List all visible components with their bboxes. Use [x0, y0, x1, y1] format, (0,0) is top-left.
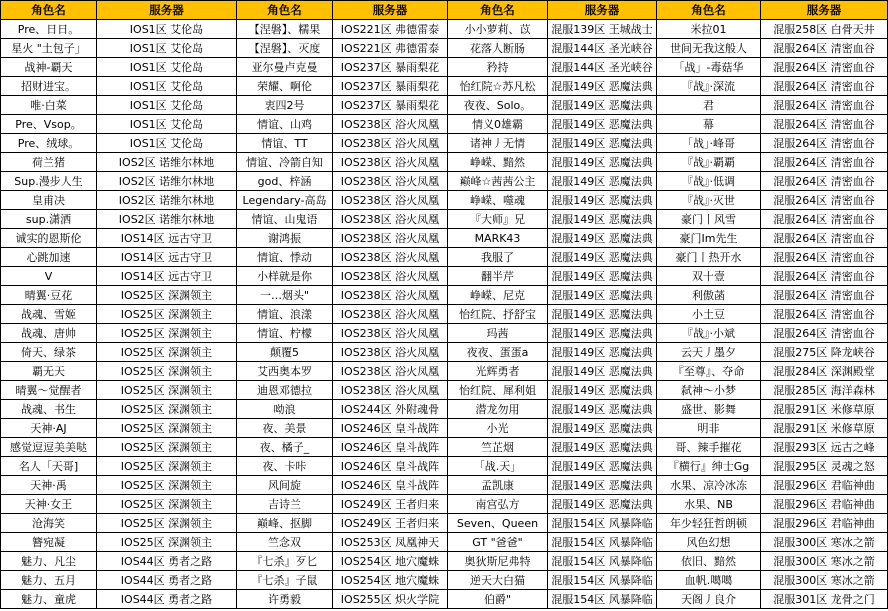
table-row — [1, 115, 888, 134]
character-name-cell: 【涅磐】、灭度 — [237, 39, 333, 58]
character-name-cell: 南宫弘方 — [448, 495, 548, 514]
server-cell: IOS246区 皇斗战阵 — [333, 419, 448, 438]
character-name-cell: 竺念双 — [237, 533, 333, 552]
header-character-name-2: 角色名 — [237, 1, 333, 20]
server-cell: 混服144区 圣光峡谷 — [548, 39, 657, 58]
character-name-cell: 魅力、童虎 — [1, 590, 97, 609]
character-name-cell: 夜、卡咔 — [237, 457, 333, 476]
server-cell: 混服258区 白骨天井 — [761, 20, 888, 39]
character-name-cell: 魅力、凡尘 — [1, 552, 97, 571]
server-cell: 混服149区 恶魔法典 — [548, 343, 657, 362]
server-cell: IOS25区 深渊领主 — [97, 514, 237, 533]
character-name-cell: 簪宛凝 — [1, 533, 97, 552]
table-row — [1, 191, 888, 210]
character-name-cell: 伯爵" — [448, 590, 548, 609]
server-cell: 混服300区 寒冰之箭 — [761, 571, 888, 590]
table-row — [1, 533, 888, 552]
character-name-cell: 『七杀』子鼠 — [237, 571, 333, 590]
character-name-cell: 豪门丨风雪 — [657, 210, 761, 229]
server-cell: IOS14区 远古守卫 — [97, 267, 237, 286]
character-name-cell: 情谊、柠檬 — [237, 324, 333, 343]
server-cell: 混服149区 恶魔法典 — [548, 324, 657, 343]
server-cell: 混服264区 清密血谷 — [761, 115, 888, 134]
server-cell: 混服293区 远古之峰 — [761, 438, 888, 457]
character-name-cell: 玛茜 — [448, 324, 548, 343]
table-row — [1, 305, 888, 324]
character-name-cell: 幕 — [657, 115, 761, 134]
server-cell: IOS1区 艾伦岛 — [97, 134, 237, 153]
server-cell: IOS44区 勇者之路 — [97, 552, 237, 571]
server-cell: IOS238区 浴火凤凰 — [333, 248, 448, 267]
character-name-cell: 『至尊』、夺命 — [657, 362, 761, 381]
server-cell: IOS2区 诺维尔林地 — [97, 191, 237, 210]
server-cell: 混服291区 米修草原 — [761, 400, 888, 419]
character-name-cell: 情谊、浪漾 — [237, 305, 333, 324]
character-name-cell: 逆天大白猫 — [448, 571, 548, 590]
server-cell: 混服264区 清密血谷 — [761, 267, 888, 286]
character-name-cell: 年少轻狂哲朗顿 — [657, 514, 761, 533]
character-name-cell: 峥嵘、噬魂 — [448, 191, 548, 210]
server-cell: IOS44区 勇者之路 — [97, 590, 237, 609]
character-name-cell: 荷兰猪 — [1, 153, 97, 172]
table-row — [1, 457, 888, 476]
server-cell: IOS25区 深渊领主 — [97, 476, 237, 495]
character-name-cell: 呦浪 — [237, 400, 333, 419]
header-row — [1, 1, 888, 20]
server-cell: 混服154区 风暴降临 — [548, 590, 657, 609]
server-cell: IOS25区 深渊领主 — [97, 533, 237, 552]
character-name-cell: 奥狄斯尼弗特 — [448, 552, 548, 571]
table-row — [1, 134, 888, 153]
table-body — [1, 20, 888, 609]
character-name-cell: 花落人断肠 — [448, 39, 548, 58]
character-name-cell: 情谊、山鸡 — [237, 115, 333, 134]
header-server-3: 服务器 — [333, 1, 448, 20]
character-name-cell: 『战』·灭世 — [657, 191, 761, 210]
character-name-cell: 『战』·深流 — [657, 77, 761, 96]
character-name-cell: 名人「天哥] — [1, 457, 97, 476]
table-row — [1, 552, 888, 571]
server-cell: IOS238区 浴火凤凰 — [333, 381, 448, 400]
server-cell: IOS238区 浴火凤凰 — [333, 229, 448, 248]
header-server-1: 服务器 — [97, 1, 237, 20]
server-cell: 混服275区 降龙峡谷 — [761, 343, 888, 362]
server-cell: IOS246区 皇斗战阵 — [333, 476, 448, 495]
server-cell: IOS238区 浴火凤凰 — [333, 343, 448, 362]
character-name-cell: 豪门丨热开水 — [657, 248, 761, 267]
server-cell: 混服149区 恶魔法典 — [548, 172, 657, 191]
server-cell: IOS238区 浴火凤凰 — [333, 115, 448, 134]
server-cell: IOS2区 诺维尔林地 — [97, 153, 237, 172]
character-name-cell: 战神-覇天 — [1, 58, 97, 77]
server-cell: IOS25区 深渊领主 — [97, 400, 237, 419]
character-name-cell: 小小萝莉、苡 — [448, 20, 548, 39]
character-name-cell: 艾西奥本罗 — [237, 362, 333, 381]
server-cell: 混服149区 恶魔法典 — [548, 400, 657, 419]
character-name-cell: Legendary-高岛 — [237, 191, 333, 210]
server-cell: 混服149区 恶魔法典 — [548, 191, 657, 210]
table-row — [1, 153, 888, 172]
table-row — [1, 267, 888, 286]
server-cell: 混服296区 君临神曲 — [761, 476, 888, 495]
character-name-cell: 晴翼·豆花 — [1, 286, 97, 305]
server-cell: 混服300区 寒冰之箭 — [761, 533, 888, 552]
character-name-cell: 夜夜、Solo。 — [448, 96, 548, 115]
server-cell: IOS14区 远古守卫 — [97, 229, 237, 248]
server-cell: IOS237区 暴雨梨花 — [333, 77, 448, 96]
character-name-cell: 『战』·覇覇 — [657, 153, 761, 172]
character-name-cell: 依旧、黯然 — [657, 552, 761, 571]
server-cell: IOS238区 浴火凤凰 — [333, 324, 448, 343]
table-row — [1, 96, 888, 115]
character-name-cell: 峥嵘、黯然 — [448, 153, 548, 172]
server-cell: IOS249区 王者归来 — [333, 495, 448, 514]
character-name-cell: 弑神～小梦 — [657, 381, 761, 400]
server-cell: IOS25区 深渊领主 — [97, 381, 237, 400]
character-name-cell: 战魂、雪姬 — [1, 305, 97, 324]
character-name-cell: 「战」·峰哥 — [657, 134, 761, 153]
table-row — [1, 58, 888, 77]
character-name-cell: 衷四2号 — [237, 96, 333, 115]
server-cell: IOS25区 深渊领主 — [97, 305, 237, 324]
server-cell: 混服149区 恶魔法典 — [548, 476, 657, 495]
table-row — [1, 438, 888, 457]
server-cell: IOS238区 浴火凤凰 — [333, 134, 448, 153]
server-cell: IOS249区 王者归来 — [333, 514, 448, 533]
table-row — [1, 362, 888, 381]
server-cell: IOS238区 浴火凤凰 — [333, 172, 448, 191]
server-cell: IOS25区 深渊领主 — [97, 324, 237, 343]
server-cell: 混服149区 恶魔法典 — [548, 362, 657, 381]
character-name-cell: 许勇毅 — [237, 590, 333, 609]
character-name-cell: 云天丿墨夕 — [657, 343, 761, 362]
server-cell: IOS221区 弗德雷泰 — [333, 20, 448, 39]
character-name-cell: 颠覆5 — [237, 343, 333, 362]
server-cell: IOS237区 暴雨梨花 — [333, 96, 448, 115]
table-row — [1, 495, 888, 514]
character-name-cell: V — [1, 267, 97, 286]
character-name-cell: 竺芷烟 — [448, 438, 548, 457]
table-row — [1, 419, 888, 438]
character-name-cell: 峥嵘、尼克 — [448, 286, 548, 305]
character-name-cell: 情谊、山鬼语 — [237, 210, 333, 229]
server-cell: 混服264区 清密血谷 — [761, 248, 888, 267]
character-name-cell: 一…烟头" — [237, 286, 333, 305]
character-name-cell: 招财进宝。 — [1, 77, 97, 96]
character-name-cell: 天阁丿良介 — [657, 590, 761, 609]
server-cell: 混服264区 清密血谷 — [761, 286, 888, 305]
server-cell: IOS14区 远古守卫 — [97, 248, 237, 267]
character-name-cell: 魅力、五月 — [1, 571, 97, 590]
character-name-cell: 我服了 — [448, 248, 548, 267]
server-cell: 混服301区 龙骨之门 — [761, 590, 888, 609]
character-name-cell: 情谊、冷箭自知 — [237, 153, 333, 172]
server-cell: 混服149区 恶魔法典 — [548, 153, 657, 172]
character-name-cell: 【涅磐】、糯果 — [237, 20, 333, 39]
server-cell: 混服154区 风暴降临 — [548, 552, 657, 571]
table-row — [1, 248, 888, 267]
server-cell: IOS1区 艾伦岛 — [97, 58, 237, 77]
character-name-cell: 星火 "土包子」 — [1, 39, 97, 58]
server-cell: 混服291区 米修草原 — [761, 419, 888, 438]
character-name-cell: Pre、Vsop。 — [1, 115, 97, 134]
character-name-cell: 潜龙勿用 — [448, 400, 548, 419]
server-cell: IOS221区 弗德雷泰 — [333, 39, 448, 58]
character-name-cell: 光辉勇者 — [448, 362, 548, 381]
character-name-cell: 『七杀』歹匕 — [237, 552, 333, 571]
character-name-cell: 唯·白菜 — [1, 96, 97, 115]
table-row — [1, 286, 888, 305]
server-cell: 混服296区 君临神曲 — [761, 514, 888, 533]
server-cell: 混服264区 清密血谷 — [761, 210, 888, 229]
character-name-cell: 倚天、绿茶 — [1, 343, 97, 362]
server-cell: 混服264区 清密血谷 — [761, 324, 888, 343]
server-cell: 混服295区 灵魂之怒 — [761, 457, 888, 476]
character-name-cell: 吉诗兰 — [237, 495, 333, 514]
server-cell: IOS2区 诺维尔林地 — [97, 210, 237, 229]
server-cell: 混服149区 恶魔法典 — [548, 438, 657, 457]
server-cell: 混服149区 恶魔法典 — [548, 381, 657, 400]
server-cell: IOS238区 浴火凤凰 — [333, 153, 448, 172]
server-cell: 混服149区 恶魔法典 — [548, 210, 657, 229]
server-cell: 混服149区 恶魔法典 — [548, 77, 657, 96]
character-name-cell: 覇无天 — [1, 362, 97, 381]
server-cell: IOS44区 勇者之路 — [97, 571, 237, 590]
table-row — [1, 571, 888, 590]
server-cell: 混服149区 恶魔法典 — [548, 267, 657, 286]
server-cell: 混服264区 清密血谷 — [761, 58, 888, 77]
character-name-cell: 诸神丿无情 — [448, 134, 548, 153]
server-cell: 混服296区 君临神曲 — [761, 495, 888, 514]
server-cell: 混服264区 清密血谷 — [761, 229, 888, 248]
server-cell: 混服285区 海洋森林 — [761, 381, 888, 400]
server-cell: IOS1区 艾伦岛 — [97, 39, 237, 58]
server-cell: 混服149区 恶魔法典 — [548, 248, 657, 267]
character-name-cell: 情义0雄霸 — [448, 115, 548, 134]
character-name-cell: 怡红院☆苏凡松 — [448, 77, 548, 96]
character-name-cell: 巅峰☆茜茜公主 — [448, 172, 548, 191]
character-name-cell: 夜、美景 — [237, 419, 333, 438]
character-name-cell: 『战』·小斌 — [657, 324, 761, 343]
server-cell: 混服264区 清密血谷 — [761, 153, 888, 172]
character-name-cell: 感觉逗逗美美哒 — [1, 438, 97, 457]
server-cell: IOS25区 深渊领主 — [97, 286, 237, 305]
server-cell: IOS237区 暴雨梨花 — [333, 58, 448, 77]
character-name-cell: Sup.漫步人生 — [1, 172, 97, 191]
server-cell: IOS254区 地穴魔蛛 — [333, 571, 448, 590]
server-cell: 混服284区 深渊殿堂 — [761, 362, 888, 381]
header-server-7: 服务器 — [761, 1, 888, 20]
character-name-cell: 『横行』绅士Gg — [657, 457, 761, 476]
character-name-cell: 利傲菡 — [657, 286, 761, 305]
table-row — [1, 210, 888, 229]
character-name-cell: 怡红院、抒舒宝 — [448, 305, 548, 324]
server-cell: 混服149区 恶魔法典 — [548, 286, 657, 305]
server-cell: IOS1区 艾伦岛 — [97, 20, 237, 39]
server-cell: IOS25区 深渊领主 — [97, 495, 237, 514]
character-name-cell: MARK43 — [448, 229, 548, 248]
character-name-cell: 水果、凉冷冰冻 — [657, 476, 761, 495]
character-name-cell: 谢鸿振 — [237, 229, 333, 248]
header-character-name-6: 角色名 — [657, 1, 761, 20]
character-name-cell: 盛世、影舞 — [657, 400, 761, 419]
server-cell: 混服149区 恶魔法典 — [548, 419, 657, 438]
character-name-cell: 风间旋 — [237, 476, 333, 495]
character-name-cell: 天神·女王 — [1, 495, 97, 514]
character-name-cell: 米拉01 — [657, 20, 761, 39]
character-name-cell: 夜、橘子_ — [237, 438, 333, 457]
server-cell: IOS25区 深渊领主 — [97, 438, 237, 457]
server-cell: 混服264区 清密血谷 — [761, 172, 888, 191]
server-cell: IOS25区 深渊领主 — [97, 362, 237, 381]
server-cell: 混服264区 清密血谷 — [761, 39, 888, 58]
character-name-cell: 豪门Im先生 — [657, 229, 761, 248]
server-cell: 混服149区 恶魔法典 — [548, 134, 657, 153]
table-row — [1, 172, 888, 191]
character-name-cell: 皇甫决 — [1, 191, 97, 210]
server-cell: 混服264区 清密血谷 — [761, 134, 888, 153]
server-cell: 混服300区 寒冰之箭 — [761, 552, 888, 571]
character-name-cell: 怡红院、犀利姐 — [448, 381, 548, 400]
character-name-cell: 心跳加速 — [1, 248, 97, 267]
server-cell: IOS25区 深渊领主 — [97, 457, 237, 476]
server-cell: IOS25区 深渊领主 — [97, 419, 237, 438]
server-cell: 混服149区 恶魔法典 — [548, 495, 657, 514]
character-name-cell: 战魂、书生 — [1, 400, 97, 419]
table-row — [1, 20, 888, 39]
server-cell: IOS1区 艾伦岛 — [97, 96, 237, 115]
character-name-cell: 世间无我这般人 — [657, 39, 761, 58]
character-name-cell: 『大师』兄 — [448, 210, 548, 229]
character-name-cell: 「战」-毒菇华 — [657, 58, 761, 77]
table-row — [1, 514, 888, 533]
character-name-cell: 血帆.噶噶 — [657, 571, 761, 590]
character-name-cell: 巅峰、抠脚 — [237, 514, 333, 533]
character-name-cell: 明非 — [657, 419, 761, 438]
header-server-5: 服务器 — [548, 1, 657, 20]
server-cell: IOS246区 皇斗战阵 — [333, 438, 448, 457]
server-cell: 混服264区 清密血谷 — [761, 96, 888, 115]
server-cell: 混服264区 清密血谷 — [761, 77, 888, 96]
server-cell: 混服139区 王城战士 — [548, 20, 657, 39]
character-name-cell: 翻半芹 — [448, 267, 548, 286]
table-row — [1, 476, 888, 495]
server-cell: 混服154区 风暴降临 — [548, 533, 657, 552]
server-cell: IOS1区 艾伦岛 — [97, 115, 237, 134]
character-name-cell: 小土豆 — [657, 305, 761, 324]
server-cell: IOS2区 诺维尔林地 — [97, 172, 237, 191]
table-row — [1, 324, 888, 343]
server-cell: IOS246区 皇斗战阵 — [333, 457, 448, 476]
server-cell: 混服149区 恶魔法典 — [548, 96, 657, 115]
character-name-cell: 矜持 — [448, 58, 548, 77]
character-name-cell: 『战』·低调 — [657, 172, 761, 191]
server-cell: 混服149区 恶魔法典 — [548, 115, 657, 134]
character-name-cell: 「战.天」 — [448, 457, 548, 476]
character-name-cell: Seven、Queen — [448, 514, 548, 533]
server-cell: IOS254区 地穴魔蛛 — [333, 552, 448, 571]
table-row — [1, 400, 888, 419]
character-name-cell: 晴翼～觉醒者 — [1, 381, 97, 400]
server-cell: 混服149区 恶魔法典 — [548, 457, 657, 476]
character-name-cell: sup.潇洒 — [1, 210, 97, 229]
server-cell: IOS1区 艾伦岛 — [97, 77, 237, 96]
server-cell: IOS238区 浴火凤凰 — [333, 362, 448, 381]
character-name-cell: god、梓涵 — [237, 172, 333, 191]
character-name-cell: 情谊、TT — [237, 134, 333, 153]
character-name-cell: 风色幻想 — [657, 533, 761, 552]
character-name-cell: 夜夜、蛋蛋a — [448, 343, 548, 362]
header-character-name-4: 角色名 — [448, 1, 548, 20]
character-name-cell: 荣耀、啊伦 — [237, 77, 333, 96]
character-name-cell: 天神·AJ — [1, 419, 97, 438]
server-cell: 混服154区 风暴降临 — [548, 571, 657, 590]
character-name-cell: 迪恩邓德拉 — [237, 381, 333, 400]
character-name-cell: 亚尔曼卢克曼 — [237, 58, 333, 77]
table-row — [1, 77, 888, 96]
character-name-cell: Pre、日日。 — [1, 20, 97, 39]
character-name-cell: 小光 — [448, 419, 548, 438]
character-name-cell: 双十壹 — [657, 267, 761, 286]
header-character-name-0: 角色名 — [1, 1, 97, 20]
server-cell: IOS238区 浴火凤凰 — [333, 267, 448, 286]
server-cell: 混服144区 圣光峡谷 — [548, 58, 657, 77]
server-cell: IOS253区 凤凰神天 — [333, 533, 448, 552]
server-cell: IOS244区 外附魂骨 — [333, 400, 448, 419]
server-cell: IOS238区 浴火凤凰 — [333, 305, 448, 324]
character-name-cell: 孟凯康 — [448, 476, 548, 495]
server-cell: IOS238区 浴火凤凰 — [333, 210, 448, 229]
table-row — [1, 381, 888, 400]
character-name-cell: 水果、NB — [657, 495, 761, 514]
server-cell: IOS255区 炽火学院 — [333, 590, 448, 609]
table-row — [1, 229, 888, 248]
character-name-cell: 战魂、唐帅 — [1, 324, 97, 343]
server-cell: IOS25区 深渊领主 — [97, 343, 237, 362]
character-name-cell: 君 — [657, 96, 761, 115]
server-cell: 混服264区 清密血谷 — [761, 305, 888, 324]
server-cell: 混服149区 恶魔法典 — [548, 229, 657, 248]
server-cell: IOS238区 浴火凤凰 — [333, 191, 448, 210]
table-row — [1, 39, 888, 58]
character-name-cell: 天神·禹 — [1, 476, 97, 495]
table-row — [1, 590, 888, 609]
server-cell: 混服149区 恶魔法典 — [548, 305, 657, 324]
server-cell: IOS238区 浴火凤凰 — [333, 286, 448, 305]
character-name-cell: 小样就是你 — [237, 267, 333, 286]
server-cell: 混服264区 清密血谷 — [761, 191, 888, 210]
table-row — [1, 343, 888, 362]
server-cell: 混服154区 风暴降临 — [548, 514, 657, 533]
character-name-cell: 情谊、悸动 — [237, 248, 333, 267]
character-name-cell: GT "爸爸" — [448, 533, 548, 552]
character-name-cell: 哥、辣手摧花 — [657, 438, 761, 457]
character-name-cell: 诚实的恩斯伦 — [1, 229, 97, 248]
character-name-cell: Pre、绒球。 — [1, 134, 97, 153]
character-name-cell: 沧海笑 — [1, 514, 97, 533]
